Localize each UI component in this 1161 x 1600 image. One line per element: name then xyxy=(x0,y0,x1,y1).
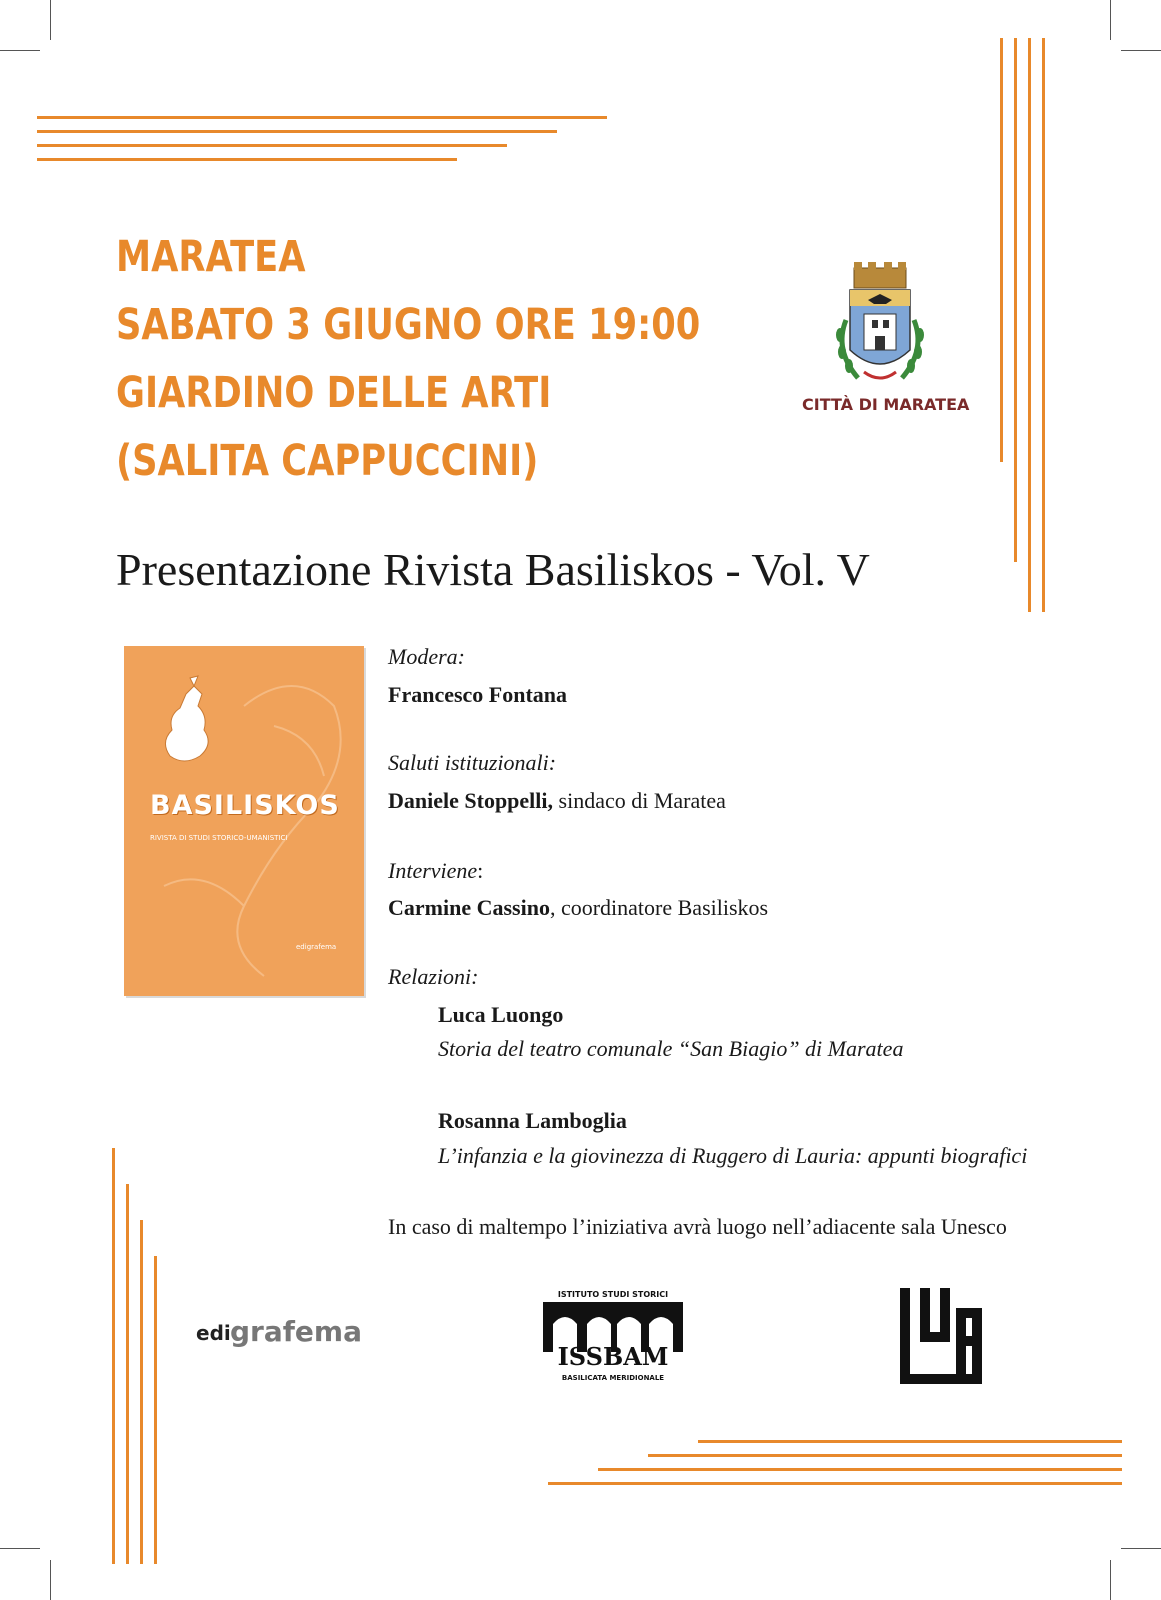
event-venue: GIARDINO DELLE ARTI xyxy=(116,368,552,418)
lua-icon xyxy=(900,1288,982,1384)
greetings-line xyxy=(388,788,726,814)
crest-caption: CITTÀ DI MARATEA xyxy=(802,395,970,414)
event-title: Presentazione Rivista Basiliskos - Vol. V xyxy=(116,544,870,595)
event-city: MARATEA xyxy=(116,232,306,282)
talk-speaker: Luca Luongo xyxy=(438,1002,564,1027)
speaker-colon: : xyxy=(477,858,484,883)
cover-title: BASILISKOS xyxy=(150,790,340,821)
crop-mark xyxy=(0,50,40,51)
issbam-top: ISTITUTO STUDI STORICI xyxy=(557,1290,669,1299)
decor-line xyxy=(1000,38,1003,462)
decor-line xyxy=(1042,38,1045,612)
decor-line xyxy=(37,116,607,119)
edigrafema-prefix: edi xyxy=(196,1321,231,1345)
decor-line xyxy=(154,1256,157,1564)
crest-icon xyxy=(828,260,932,392)
moderator-name: Francesco Fontana xyxy=(388,682,568,707)
lua-logo xyxy=(900,1288,982,1384)
cover-publisher: edigrafema xyxy=(296,943,337,951)
cover-subtitle: RIVISTA DI STUDI STORICO-UMANISTICI xyxy=(150,834,288,842)
crop-mark xyxy=(1110,0,1111,40)
weather-note: In caso di maltempo l’iniziativa avrà luogo nell’adiacente sala Unesco xyxy=(388,1214,1007,1239)
crop-mark xyxy=(1121,1548,1161,1549)
event-venue-detail: (SALITA CAPPUCCINI) xyxy=(116,436,539,486)
talk-title: Storia del teatro comunale “San Biagio” di Maratea xyxy=(438,1036,904,1061)
greetings-label: Saluti istituzionali: xyxy=(388,750,557,775)
decor-line xyxy=(598,1468,1122,1471)
edigrafema-main: grafema xyxy=(230,1315,362,1348)
decor-line xyxy=(37,158,457,161)
crop-mark xyxy=(1110,1560,1111,1600)
edigrafema-logo xyxy=(196,1305,376,1365)
decor-line xyxy=(1014,38,1017,562)
decor-line xyxy=(140,1220,143,1564)
talk-speaker: Rosanna Lamboglia xyxy=(438,1108,627,1133)
book-cover xyxy=(124,646,364,996)
talks-label: Relazioni: xyxy=(388,964,479,989)
issbam-name: ISSBAM xyxy=(557,1342,669,1371)
speaker-label: Interviene xyxy=(388,858,478,883)
decor-line xyxy=(37,130,557,133)
speaker-line xyxy=(388,895,768,921)
speaker-name: Carmine Cassino xyxy=(388,895,550,920)
issbam-logo xyxy=(543,1290,683,1386)
greetings-name: Daniele Stoppelli, xyxy=(388,788,554,813)
decor-line xyxy=(126,1184,129,1564)
crop-mark xyxy=(1121,50,1161,51)
decor-line xyxy=(548,1482,1122,1485)
decor-line xyxy=(37,144,507,147)
moderator-label: Modera: xyxy=(388,644,465,669)
issbam-bottom: BASILICATA MERIDIONALE xyxy=(561,1374,665,1382)
speaker-label-line xyxy=(388,858,483,884)
greetings-role: sindaco di Maratea xyxy=(553,788,726,813)
crop-mark xyxy=(50,0,51,40)
decor-line xyxy=(648,1454,1122,1457)
city-crest xyxy=(828,260,932,392)
crop-mark xyxy=(0,1548,40,1549)
decor-line xyxy=(1028,38,1031,612)
decor-line xyxy=(698,1440,1122,1443)
crop-mark xyxy=(50,1560,51,1600)
decor-line xyxy=(112,1148,115,1564)
speaker-role: , coordinatore Basiliskos xyxy=(549,895,769,920)
event-date: SABATO 3 GIUGNO ORE 19:00 xyxy=(116,300,701,350)
talk-title: L’infanzia e la giovinezza di Ruggero di Lauria: appunti biografici xyxy=(438,1143,1028,1168)
